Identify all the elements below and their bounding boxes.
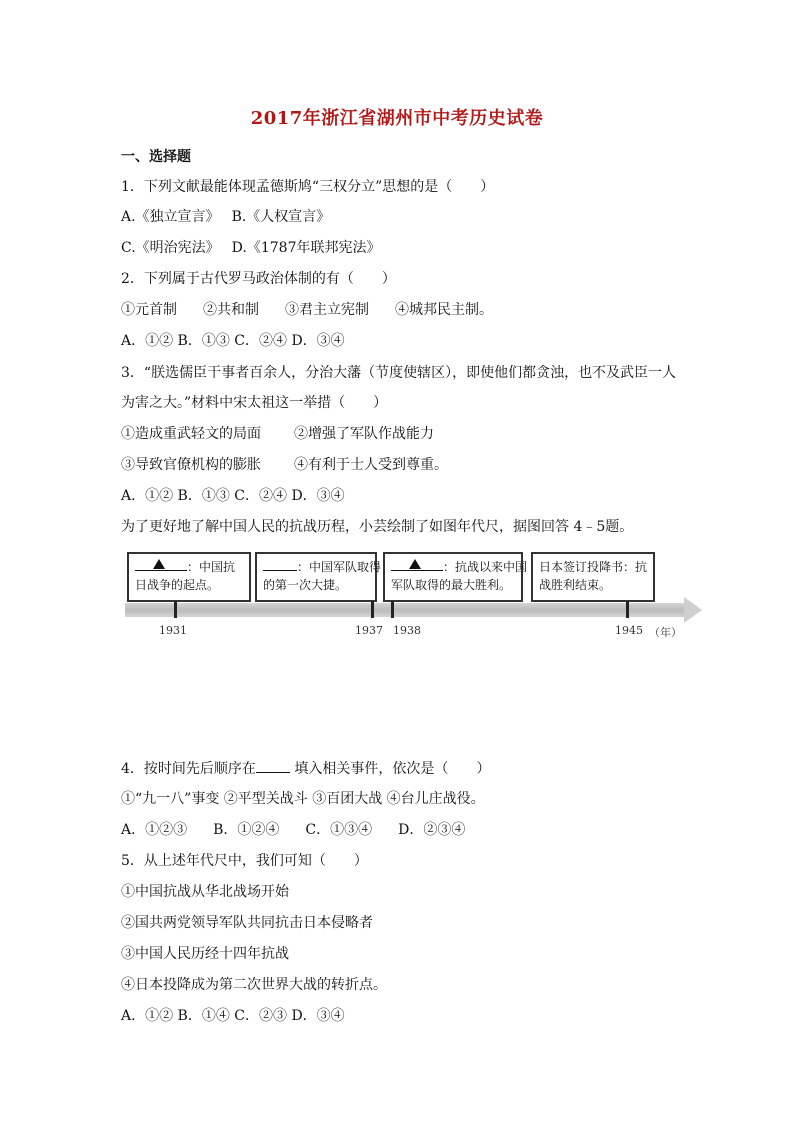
timeline-arrow-icon: [684, 597, 702, 623]
q1-stem: 1．下列文献最能体现孟德斯鸠“三权分立”思想的是（ ）: [121, 179, 495, 195]
year-label-1937: 1937: [355, 624, 383, 637]
timeline-figure: [121, 548, 706, 643]
q2-options: A．①② B．①③ C．②④ D．③④: [121, 333, 345, 349]
section-heading: 一、选择题: [121, 149, 191, 165]
q1-option-a: A.《独立宣言》: [121, 209, 220, 225]
q2-items: [121, 300, 493, 320]
q1-option-b: B.《人权宣言》: [231, 209, 331, 225]
year-label-1931: 1931: [159, 624, 187, 637]
q1-option-d: D.《1787年联邦宪法》: [231, 240, 381, 256]
triangle-blank-icon: [135, 558, 187, 571]
q2-item-1: ①元首制: [121, 302, 177, 318]
answer-blank: [256, 758, 290, 773]
q1-options-ab: [121, 207, 330, 227]
q2-item-2: ②共和制: [203, 302, 259, 318]
q4-option-b: B．①②④: [213, 822, 280, 838]
q3-item-1: ①造成重武轻文的局面: [121, 426, 261, 442]
q5-item-3: ③中国人民历经十四年抗战: [121, 946, 289, 962]
timeline-box-1931: ：中国抗 日战争的起点。: [127, 552, 251, 602]
timeline-box-1945: 日本签订投降书：抗 战胜利结束。: [531, 552, 655, 602]
q5-options: A．①② B．①④ C．②③ D．③④: [121, 1008, 345, 1024]
q5-item-2: ②国共两党领导军队共同抗击日本侵略者: [121, 915, 373, 931]
tick-1937: [371, 601, 374, 618]
exam-title: 2017年浙江省湖州市中考历史试卷: [250, 108, 544, 129]
triangle-blank-icon: [391, 558, 443, 571]
q1-options-cd: [121, 238, 380, 258]
timeline-box-1938: ：抗战以来中国 军队取得的最大胜利。: [383, 552, 523, 602]
q3-item-3: ③导致官僚机构的膨胀: [121, 457, 261, 473]
q1-option-c: C.《明治宪法》: [121, 240, 220, 256]
year-unit-label: （年）: [649, 626, 682, 639]
blank-underline: [263, 558, 297, 571]
q2-stem: 2．下列属于古代罗马政治体制的有（ ）: [121, 271, 396, 287]
q5-item-1: ①中国抗战从华北战场开始: [121, 884, 289, 900]
timeline-axis-bar: [125, 603, 685, 617]
year-label-1938: 1938: [393, 624, 421, 637]
q3-stem-line2: 为害之大。”材料中宋太祖这一举措（ ）: [121, 395, 388, 411]
tick-1945: [626, 601, 629, 618]
q2-item-4: ④城邦民主制。: [395, 302, 493, 318]
year-label-1945: 1945: [615, 624, 643, 637]
tick-1938: [391, 601, 394, 618]
q2-item-3: ③君主立宪制: [285, 302, 369, 318]
q4-option-d: D．②③④: [398, 822, 466, 838]
q3-stem-line1: 3．“朕选儒臣干事者百余人，分治大藩（节度使辖区），即使他们都贪浊，也不及武臣一人: [121, 365, 677, 381]
q3-item-2: ②增强了军队作战能力: [294, 426, 434, 442]
q5-stem: 5．从上述年代尺中，我们可知（ ）: [121, 853, 368, 869]
tick-1931: [174, 601, 177, 618]
q4-options: [121, 820, 465, 840]
q4-option-a: A．①②③: [121, 822, 188, 838]
timeline-intro: 为了更好地了解中国人民的抗战历程，小芸绘制了如图年代尺，据图回答 4﹣5题。: [121, 519, 634, 535]
timeline-box-1937: ：中国军队取得 的第一次大捷。: [255, 552, 377, 602]
q3-item-4: ④有利于士人受到尊重。: [294, 457, 448, 473]
q5-item-4: ④日本投降成为第二次世界大战的转折点。: [121, 977, 387, 993]
q4-items: ①“九一八”事变 ②平型关战斗 ③百团大战 ④台儿庄战役。: [121, 791, 485, 807]
q4-stem: 4．按时间先后顺序在 填入相关事件，依次是（ ）: [121, 758, 490, 779]
q4-option-c: C．①③④: [305, 822, 373, 838]
q3-options: A．①② B．①③ C．②④ D．③④: [121, 488, 345, 504]
